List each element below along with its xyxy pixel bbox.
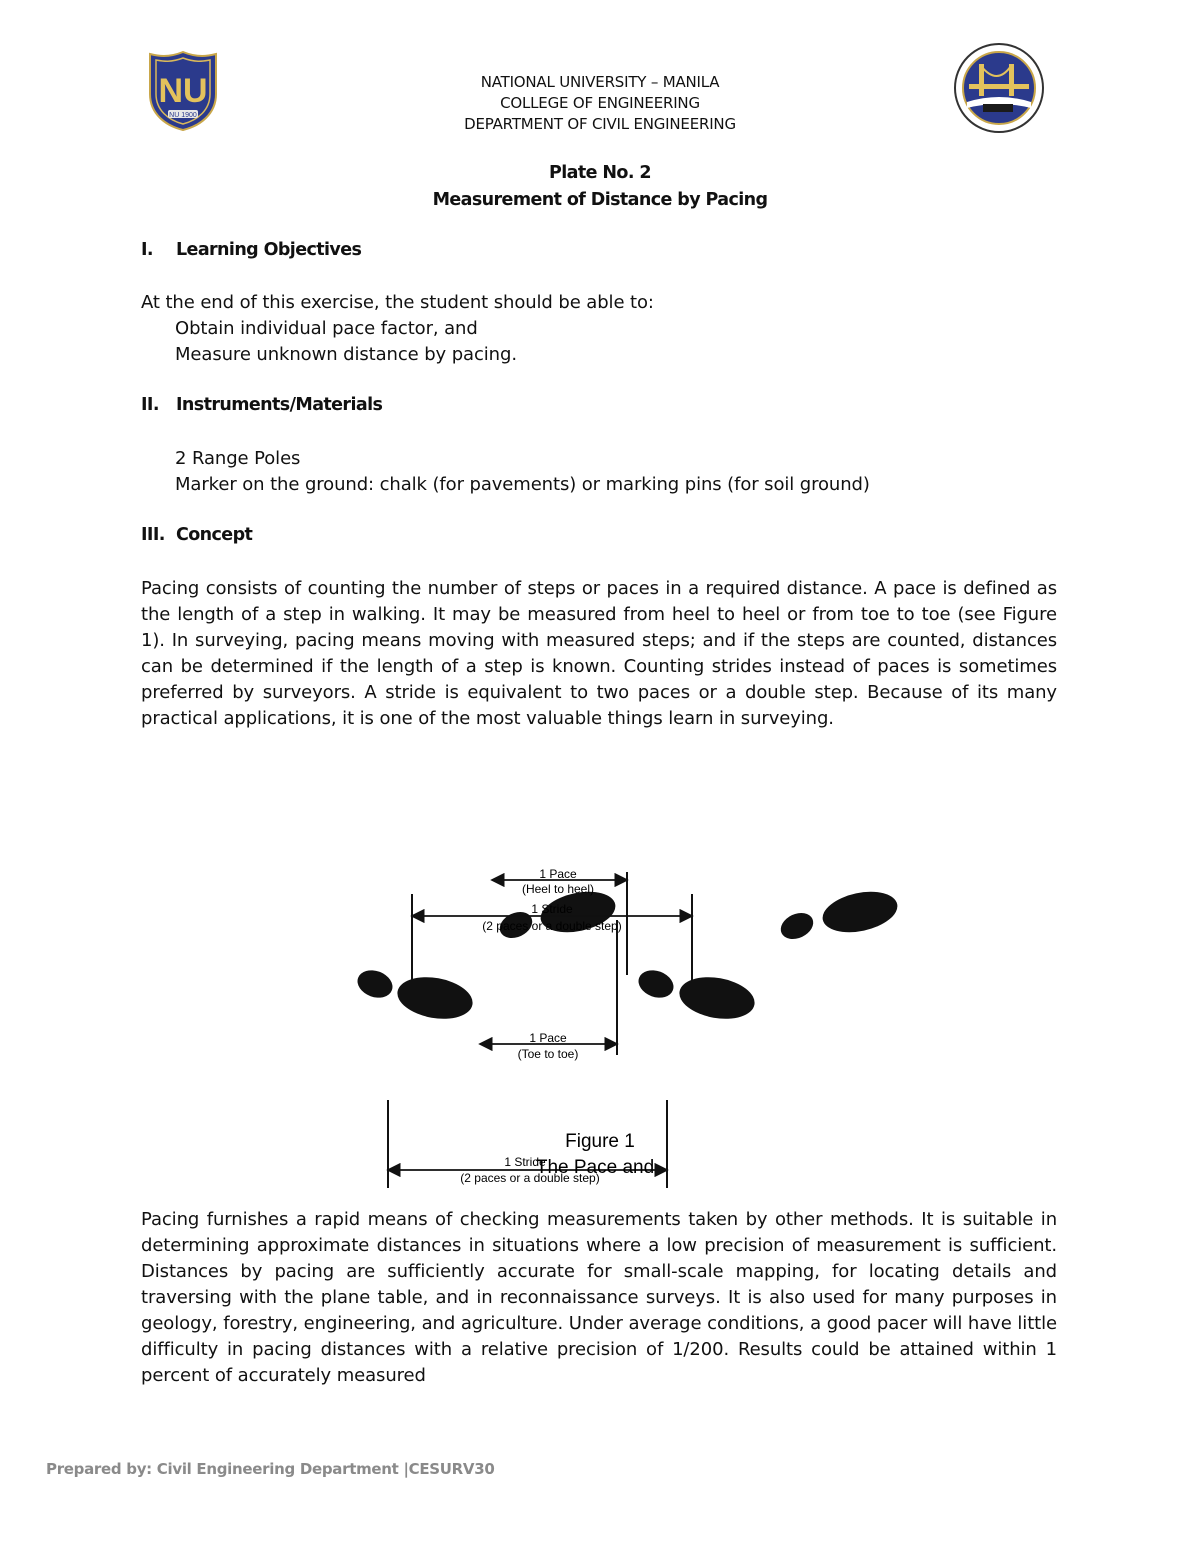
stride-top-sublabel: (2 paces or a double step) xyxy=(482,919,622,933)
svg-text:NU 1900: NU 1900 xyxy=(169,112,197,119)
nu-shield-icon xyxy=(148,50,218,132)
footprint-right-top xyxy=(777,886,902,945)
footprint-left xyxy=(354,966,476,1025)
department-seal xyxy=(953,42,1045,134)
nu-logo xyxy=(148,50,218,132)
pace-toe-sublabel: (Toe to toe) xyxy=(517,1047,579,1061)
college-name: COLLEGE OF ENGINEERING xyxy=(500,94,700,112)
plate-subject: Measurement of Distance by Pacing xyxy=(432,190,768,210)
pace-heel-label: 1 Pace xyxy=(539,867,577,881)
civil-engineering-seal-icon xyxy=(953,42,1045,134)
section-heading-instruments: II. Instruments/Materials xyxy=(141,395,383,415)
stride-bottom-label: 1 Stride xyxy=(504,1155,546,1169)
stride-bottom-sublabel: (2 paces or a double step) xyxy=(460,1171,600,1185)
concept-paragraph-1: Pacing consists of counting the number of steps or paces in a required distance. A pace is defined as the length of a step in walking. It may be measured from heel to heel or from toe to toe (see Figure 1). In surveying, pacing means moving with measured steps; and if the steps are counted, distances can be determined if the length of a step is known. Counting strides instead of paces is sometimes preferred by surveyors. A stride is equivalent to two paces or a double step. Because of its many practical applications, it is one of the most valuable things learn in surveying. xyxy=(141,578,1057,729)
svg-text:NU: NU xyxy=(158,72,208,110)
footprint-right-bottom xyxy=(635,966,758,1025)
section-heading-objectives: I. Learning Objectives xyxy=(141,240,362,260)
instrument-item: Marker on the ground: chalk (for pavements) or marking pins (for soil ground) xyxy=(175,474,870,495)
instrument-item: 2 Range Poles xyxy=(175,448,301,469)
pace-heel-sublabel: (Heel to heel) xyxy=(521,882,595,896)
institution-header xyxy=(300,72,900,135)
objective-item: Obtain individual pace factor, and xyxy=(175,318,478,339)
objectives-intro: At the end of this exercise, the student should be able to: xyxy=(141,292,654,313)
objective-item: Measure unknown distance by pacing. xyxy=(175,344,517,365)
figure-caption-subtitle: The Pace and xyxy=(535,1157,655,1178)
stride-top-label: 1 Stride xyxy=(531,902,573,916)
plate-number: Plate No. 2 xyxy=(549,163,651,183)
pace-toe-label: 1 Pace xyxy=(529,1031,567,1045)
department-name: DEPARTMENT OF CIVIL ENGINEERING xyxy=(464,115,736,133)
pacing-figure xyxy=(340,860,920,1200)
plate-title xyxy=(300,160,900,214)
section-heading-concept: III. Concept xyxy=(141,525,253,545)
page-footer: Prepared by: Civil Engineering Department |CESURV30 xyxy=(46,1460,495,1478)
university-name: NATIONAL UNIVERSITY – MANILA xyxy=(480,73,720,91)
concept-paragraph-2: Pacing furnishes a rapid means of checking measurements taken by other methods. It is suitable in determining approximate distances in situations where a low precision of measurement is sufficient. Distances by pacing are sufficiently accurate for small-scale mapping, for locating details and traversing with the plane table, and in reconnaissance surveys. It is also used for many purposes in geology, forestry, engineering, and agriculture. Under average conditions, a good pacer will have little difficulty in pacing distances with a relative precision of 1/200. Results could be attained within 1 percent of accurately measured xyxy=(141,1209,1057,1386)
figure-caption: Figure 1 xyxy=(565,1131,635,1152)
